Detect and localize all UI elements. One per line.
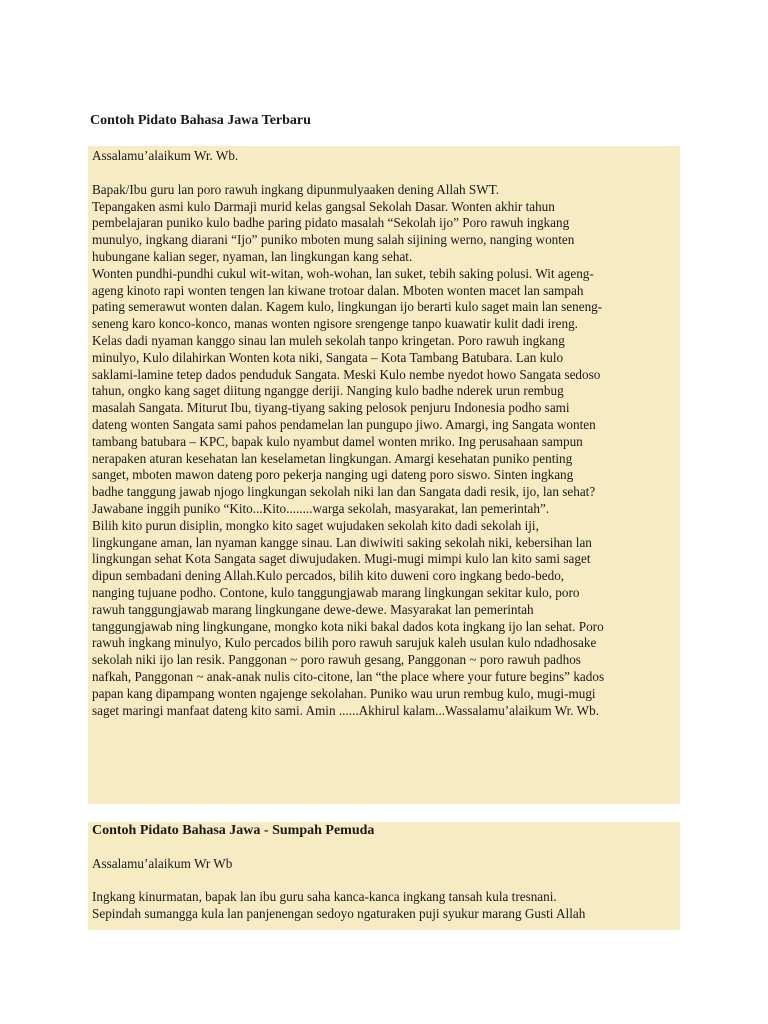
section2-title: Contoh Pidato Bahasa Jawa - Sumpah Pemuda — [92, 823, 375, 838]
text-line: rawuh ingkang minulyo, Kulo percados bilih poro rawuh sarujuk kaleh usulan kulo ndadhosake — [92, 635, 597, 651]
text-line: munulyo, ingkang diarani “Ijo” puniko mboten mung salah sijining werno, nanging wonten — [92, 232, 575, 248]
text-line: tambang batubara – KPC, bapak kulo nyambut damel wonten mriko. Ing perusahaan sampun — [92, 433, 583, 449]
text-line: nafkah, Panggonan ~ anak-anak nulis cito-citone, lan “the place where your future begins” kados — [92, 668, 605, 684]
speech-body — [92, 182, 676, 720]
text-line: nanging tujuane podho. Contone, kulo tanggungjawab marang lingkungan sekitar kulo, poro — [92, 584, 580, 600]
text-line: Tepangaken asmi kulo Darmaji murid kelas gangsal Sekolah Dasar. Wonten akhir tahun — [92, 198, 555, 214]
text-line: Wonten pundhi-pundhi cukul wit-witan, woh-wohan, lan suket, tebih saking polusi. Wit ageng- — [92, 265, 594, 281]
text-line: papan kang dipampang wonten ngajenge sekolahan. Puniko wau urun rembug kulo, mugi-mugi — [92, 685, 596, 701]
text-line: minulyo, Kulo dilahirkan Wonten kota niki, Sangata – Kota Tambang Batubara. Lan kulo — [92, 349, 564, 365]
text-line: sekolah niki ijo lan resik. Panggonan ~ poro rawuh gesang, Panggonan ~ poro rawuh padhos — [92, 652, 581, 668]
text-line: tanggungjawab ning lingkungane, mongko kota niki bakal dados kota ingkang ijo lan sehat. Poro — [92, 618, 604, 634]
text-line: rawuh tanggungjawab marang lingkungane dewe-dewe. Masyarakat lan pemerintah — [92, 601, 534, 617]
text-line: Bapak/Ibu guru lan poro rawuh ingkang dipunmulyaaken dening Allah SWT. — [92, 181, 500, 197]
text-line: pating semerawut wonten dalan. Kagem kulo, lingkungan ijo berarti kulo saget main lan seneng- — [92, 299, 603, 315]
section1-title: Contoh Pidato Bahasa Jawa Terbaru — [90, 113, 311, 128]
text-line: tahun, ongko kang saget diitung ngangge deriji. Nanging kulo badhe nderek urun rembug — [92, 383, 564, 399]
text-line: dateng wonten Sangata sami pahos pendamelan lan pungupo jiwo. Amargi, ing Sangata wonten — [92, 416, 596, 432]
text-line: masalah Sangata. Miturut Ibu, tiyang-tiyang saking pelosok penjuru Indonesia podho sami — [92, 400, 570, 416]
greeting: Assalamu’alaikum Wr Wb — [92, 856, 233, 871]
text-line: Sepindah sumangga kula lan panjenengan sedoyo ngaturaken puji syukur marang Gusti Allah — [92, 905, 586, 921]
text-line: sanget, mboten mawon dateng poro pekerja nanging ugi dateng poro siswo. Sinten ingkang — [92, 467, 574, 483]
text-line: Jawabane inggih puniko “Kito...Kito........warga sekolah, masyarakat, lan pemerintah”. — [92, 500, 550, 516]
text-line: saget maringi manfaat dateng kito sami. Amin ......Akhirul kalam...Wassalamu’alaikum Wr. Wb. — [92, 702, 599, 718]
text-line: saklami-lamine tetep dados penduduk Sangata. Meski Kulo nembe nyedot howo Sangata sedoso — [92, 366, 601, 382]
text-line: pembelajaran puniko kulo badhe paring pidato masalah “Sekolah ijo” Poro rawuh ingkang — [92, 215, 570, 231]
text-line: Bilih kito purun disiplin, mongko kito saget wujudaken sekolah kito dadi sekolah iji, — [92, 517, 539, 533]
text-line: Kelas dadi nyaman kanggo sinau lan muleh sekolah tanpo kringetan. Poro rawuh ingkang — [92, 332, 565, 348]
text-line: nerapaken aturan kesehatan lan keselametan lingkungan. Amargi kesehatan puniko penting — [92, 450, 573, 466]
speech-box-1 — [88, 146, 680, 804]
text-line: seneng karo konco-konco, manas wonten ngisore srengenge tanpo kuawatir kulit dadi ireng. — [92, 316, 578, 332]
greeting: Assalamu’alaikum Wr. Wb. — [92, 148, 239, 163]
text-line: badhe tanggung jawab njogo lingkungan sekolah niki lan dan Sangata dadi resik, ijo, lan sehat? — [92, 484, 596, 500]
text-line: lingkungan sehat Kota Sangata saget diwujudaken. Mugi-mugi mimpi kulo lan kito sami saget — [92, 551, 591, 567]
text-line: hubungane kalian seger, nyaman, lan lingkungan kang sehat. — [92, 248, 413, 264]
text-line: ageng kinoto rapi wonten tengen lan kiwane trotoar dalan. Mboten wonten macet lan sampah — [92, 282, 584, 298]
text-line: lingkungane aman, lan nyaman kangge sinau. Lan diwiwiti saking sekolah niki, kebersihan lan — [92, 534, 592, 550]
speech-box-2 — [88, 822, 680, 930]
text-line: Ingkang kinurmatan, bapak lan ibu guru saha kanca-kanca ingkang tansah kula tresnani. — [92, 888, 557, 904]
speech-body — [92, 889, 676, 923]
text-line: dipun sembadani dening Allah.Kulo percados, bilih kito duweni coro ingkang bedo-bedo, — [92, 568, 565, 584]
